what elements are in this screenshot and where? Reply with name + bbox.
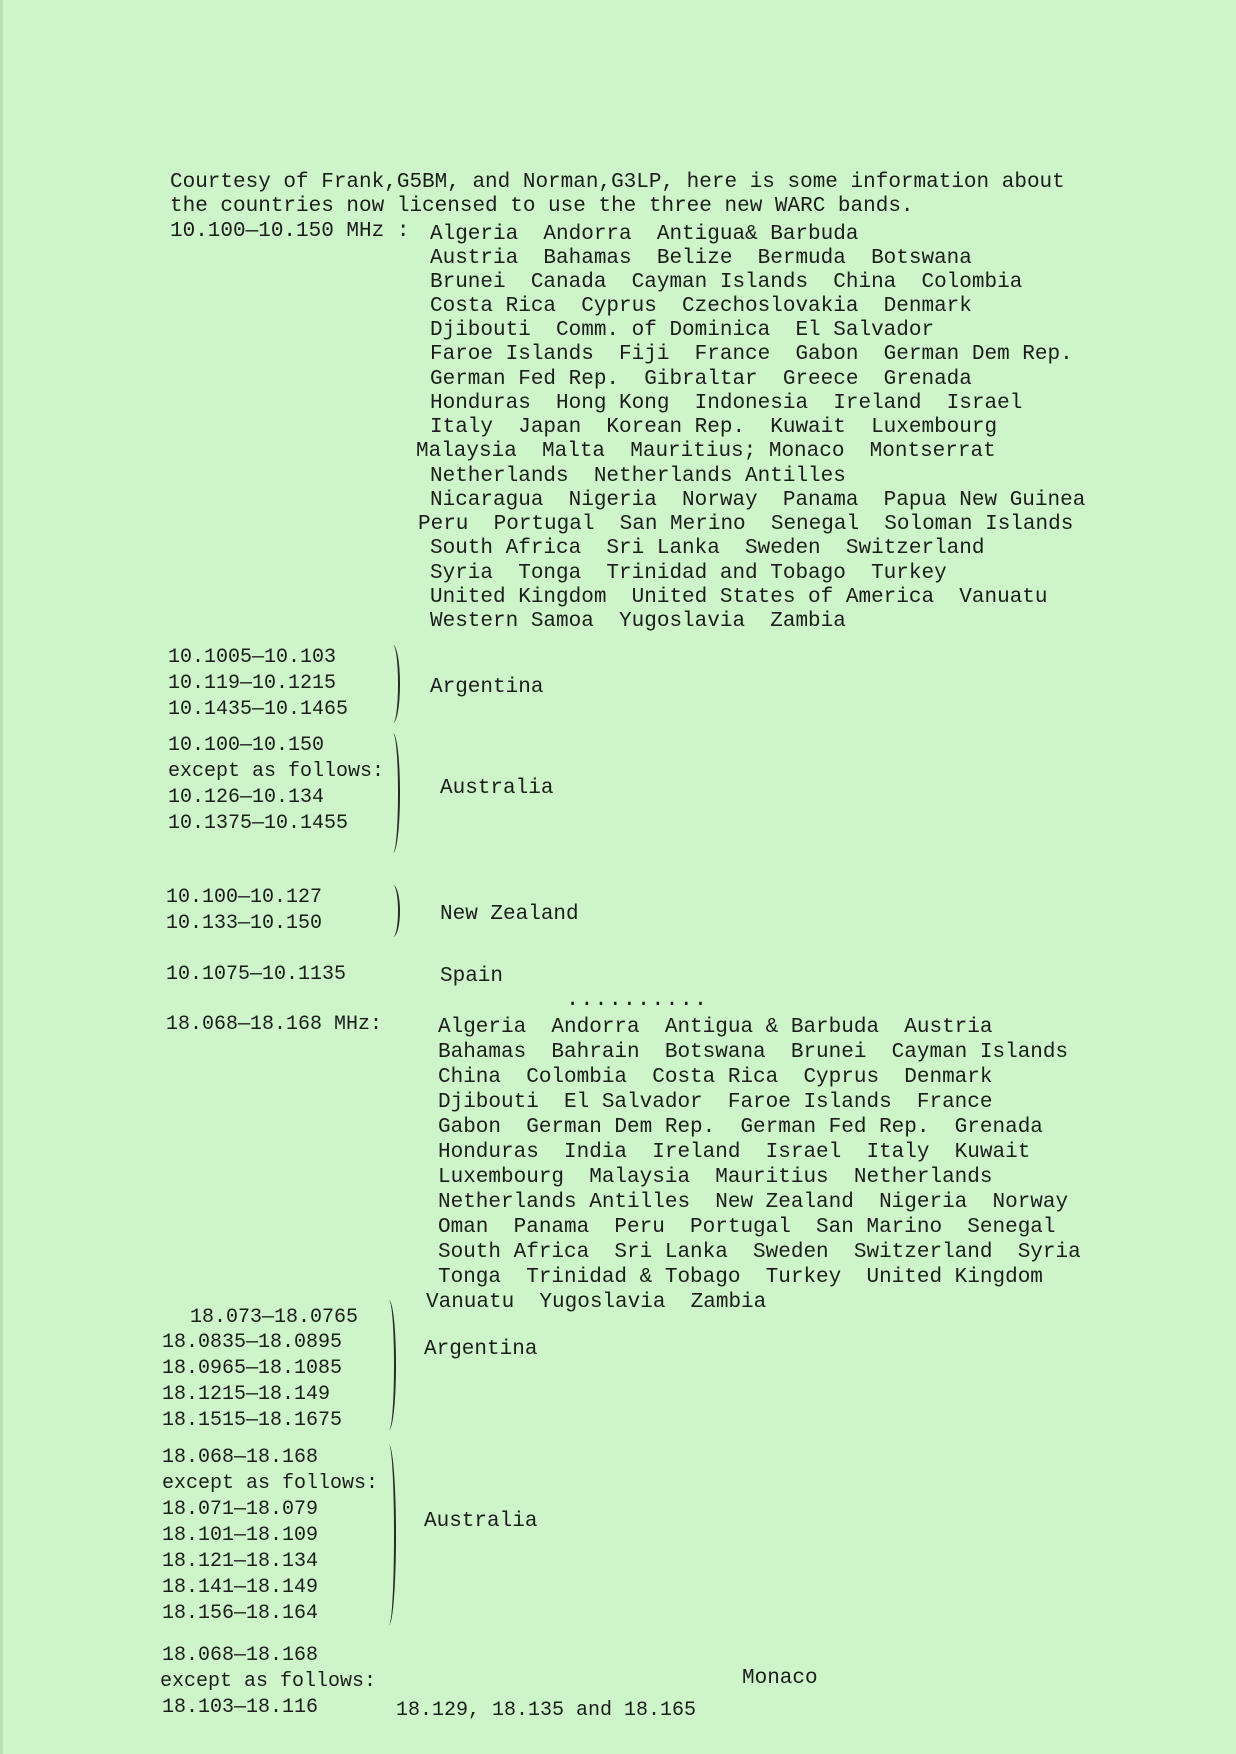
band10-country-line: Nicaragua Nigeria Norway Panama Papua New Guinea (430, 489, 1086, 512)
frequency-range: 18.103—18.116 (162, 1696, 319, 1719)
band10-country-line: Malaysia Malta Mauritius; Monaco Montserrat (416, 440, 996, 463)
frequency-range: 10.1075—10.1135 (166, 963, 347, 986)
frequency-range: 18.141—18.149 (162, 1576, 319, 1599)
frequency-range: 10.133—10.150 (166, 912, 323, 935)
frequency-range: 18.156—18.164 (162, 1602, 319, 1625)
frequency-range: 10.1375—10.1455 (168, 812, 349, 835)
band10-country-line: Western Samoa Yugoslavia Zambia (430, 610, 846, 633)
exception-country: Argentina (424, 1338, 538, 1361)
band10-country-line: South Africa Sri Lanka Sweden Switzerland (430, 537, 985, 560)
frequency-range: 10.100—10.127 (166, 886, 323, 909)
band18-country-line: Luxembourg Malaysia Mauritius Netherlands (438, 1166, 993, 1189)
frequency-range: 18.121—18.134 (162, 1550, 319, 1573)
frequency-range: 18.0835—18.0895 (162, 1331, 343, 1354)
band10-country-line: Syria Tonga Trinidad and Tobago Turkey (430, 562, 947, 585)
section-separator: .......... (566, 987, 709, 1012)
frequency-range: 18.101—18.109 (162, 1524, 319, 1547)
frequency-range: 18.073—18.0765 (190, 1306, 359, 1329)
band18-country-line: Bahamas Bahrain Botswana Brunei Cayman Islands (438, 1041, 1069, 1064)
frequency-range: 18.068—18.168 (162, 1446, 319, 1469)
band10-country-line: Costa Rica Cyprus Czechoslovakia Denmark (430, 295, 972, 318)
band10-country-line: Djibouti Comm. of Dominica El Salvador (430, 319, 935, 342)
frequency-range: 18.1215—18.149 (162, 1383, 331, 1406)
exception-country: New Zealand (440, 903, 579, 926)
band18-country-line: Oman Panama Peru Portugal San Marino Senegal (438, 1216, 1056, 1239)
exception-country: Argentina (430, 676, 544, 699)
grouping-brace (382, 1300, 396, 1430)
band18-country-line: Honduras India Ireland Israel Italy Kuwait (438, 1141, 1031, 1164)
band10-country-line: United Kingdom United States of America Vanuatu (430, 586, 1048, 609)
band18-label: 18.068—18.168 MHz: (166, 1013, 383, 1036)
exception-country: Australia (424, 1510, 538, 1533)
band10-country-line: German Fed Rep. Gibraltar Greece Grenada (430, 368, 972, 391)
band18-country-line: Algeria Andorra Antigua & Barbuda Austria (438, 1016, 993, 1039)
frequency-range: except as follows: (160, 1670, 377, 1693)
band10-country-line: Brunei Canada Cayman Islands China Colombia (430, 271, 1023, 294)
frequency-range: 10.126—10.134 (168, 786, 325, 809)
band10-country-line: Peru Portugal San Merino Senegal Soloman Islands (418, 513, 1074, 536)
band18-country-line: South Africa Sri Lanka Sweden Switzerland Syria (438, 1241, 1081, 1264)
frequency-range: 10.119—10.1215 (168, 672, 337, 695)
intro-line-1: Courtesy of Frank,G5BM, and Norman,G3LP, here is some information about (170, 171, 1065, 194)
band10-country-line: Italy Japan Korean Rep. Kuwait Luxembourg (430, 416, 998, 439)
frequency-range: 18.1515—18.1675 (162, 1409, 343, 1432)
frequency-range: 18.068—18.168 (162, 1644, 319, 1667)
exception-country: Monaco (742, 1667, 818, 1690)
band18-country-line: Gabon German Dem Rep. German Fed Rep. Grenada (438, 1116, 1043, 1139)
band18-country-line: China Colombia Costa Rica Cyprus Denmark (438, 1066, 993, 1089)
frequency-range: 10.1435—10.1465 (168, 698, 349, 721)
frequency-range: 18.0965—18.1085 (162, 1357, 343, 1380)
band10-country-line: Algeria Andorra Antigua& Barbuda (430, 223, 859, 246)
band18-country-line: Vanuatu Yugoslavia Zambia (426, 1291, 767, 1314)
frequency-range: 10.1005—10.103 (168, 646, 337, 669)
band10-country-line: Honduras Hong Kong Indonesia Ireland Israel (430, 392, 1023, 415)
band18-country-line: Djibouti El Salvador Faroe Islands France (438, 1091, 993, 1114)
band10-country-line: Austria Bahamas Belize Bermuda Botswana (430, 247, 972, 270)
band18-country-line: Tonga Trinidad & Tobago Turkey United Kingdom (438, 1266, 1043, 1289)
grouping-brace (382, 1445, 396, 1625)
exception-country: Australia (440, 777, 554, 800)
band10-label: 10.100—10.150 MHz : (170, 220, 410, 243)
frequency-range: 10.100—10.150 (168, 734, 325, 757)
grouping-brace (386, 885, 400, 937)
grouping-brace (386, 733, 400, 853)
frequency-range: 18.129, 18.135 and 18.165 (396, 1699, 697, 1722)
band10-country-line: Faroe Islands Fiji France Gabon German Dem Rep. (430, 343, 1073, 366)
band18-country-line: Netherlands Antilles New Zealand Nigeria Norway (438, 1191, 1069, 1214)
grouping-brace (386, 645, 400, 723)
intro-line-2: the countries now licensed to use the three new WARC bands. (170, 195, 914, 218)
frequency-range: except as follows: (162, 1472, 379, 1495)
band10-country-line: Netherlands Netherlands Antilles (430, 465, 846, 488)
frequency-range: 18.071—18.079 (162, 1498, 319, 1521)
page-edge (0, 0, 3, 1754)
exception-country: Spain (440, 965, 504, 988)
frequency-range: except as follows: (168, 760, 385, 783)
